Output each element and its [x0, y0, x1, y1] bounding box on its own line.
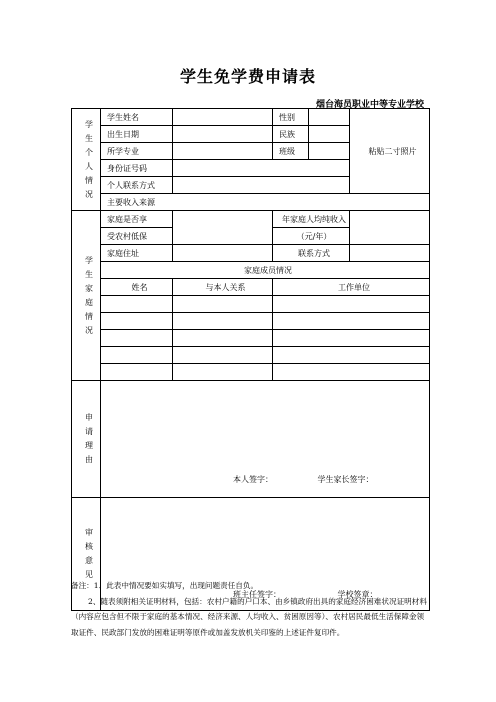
section-family-label: 学 生 家 庭 情 况 [72, 211, 101, 381]
avg-income-label: 年家庭人均纯收入 [273, 211, 350, 228]
member-relation-cell[interactable] [173, 364, 273, 381]
note-line-1: 备注：1、此表中情况要如实填写，出现问题责任自负。 [71, 581, 259, 590]
member-work-cell[interactable] [273, 313, 430, 330]
birth-date-label: 出生日期 [101, 126, 173, 143]
family-member-row [72, 364, 430, 381]
ethnicity-field[interactable] [309, 126, 350, 143]
section-review-label: 审 核 意 见 [72, 498, 101, 611]
member-name-cell[interactable] [101, 364, 173, 381]
notes-section [71, 578, 429, 640]
member-name-cell[interactable] [101, 296, 173, 313]
family-member-row [72, 313, 430, 330]
page-title: 学生免学费申请表 [179, 67, 316, 86]
member-work-cell[interactable] [273, 364, 430, 381]
address-field[interactable] [173, 245, 273, 262]
note-line-2: 2、随表须附相关证明材料，包括：农村户籍的户口本、由乡镇政府出具的家庭经济困难状况证明材料（内容应包含但不限于家庭的基本情况、经济来源、人均收入、贫困原因等）、农村居民最低生活保障金领取证件、民政部门发放的困难证明等原件或加盖发放机关印鉴的上述证件复印件。 [71, 596, 427, 637]
birth-date-field[interactable] [173, 126, 273, 143]
major-field[interactable] [173, 143, 273, 160]
rural-subsidy-label-2: 受农村低保 [101, 228, 173, 245]
income-source-label: 主要收入来源 [101, 194, 430, 211]
parent-sign-label: 学生家长签字： [317, 475, 374, 484]
family-phone-label: 联系方式 [273, 245, 350, 262]
section-student-label: 学 生 个 人 情 况 [72, 109, 101, 211]
student-name-label: 学生姓名 [101, 109, 173, 126]
school-seal-label: 学校签章： [337, 590, 378, 599]
col-work-header: 工作单位 [273, 279, 430, 296]
rural-subsidy-label-1: 家庭是否享 [101, 211, 173, 228]
photo-area[interactable]: 粘贴二寸照片 [350, 109, 430, 194]
rural-subsidy-field[interactable] [173, 211, 273, 245]
student-name-field[interactable] [173, 109, 273, 126]
member-relation-cell[interactable] [173, 347, 273, 364]
member-name-cell[interactable] [101, 313, 173, 330]
member-work-cell[interactable] [273, 330, 430, 347]
self-sign-label: 本人签字： [233, 475, 273, 484]
member-relation-cell[interactable] [173, 296, 273, 313]
family-member-row [72, 296, 430, 313]
contact-field[interactable] [173, 177, 350, 194]
avg-income-unit: （元/年） [273, 228, 350, 245]
member-work-cell[interactable] [273, 347, 430, 364]
member-relation-cell[interactable] [173, 313, 273, 330]
member-work-cell[interactable] [273, 296, 430, 313]
reason-field[interactable] [101, 381, 430, 498]
member-relation-cell[interactable] [173, 330, 273, 347]
avg-income-field[interactable] [350, 211, 430, 245]
family-phone-field[interactable] [350, 245, 430, 262]
col-name-header: 姓名 [101, 279, 173, 296]
school-name: 烟台海员职业中等专业学校 [315, 100, 424, 110]
gender-label: 性别 [273, 109, 309, 126]
application-form-table [71, 108, 430, 611]
family-members-header: 家庭成员情况 [101, 262, 430, 279]
gender-field[interactable] [309, 109, 350, 126]
family-member-row [72, 330, 430, 347]
col-relation-header: 与本人关系 [173, 279, 273, 296]
family-member-row [72, 347, 430, 364]
ethnicity-label: 民族 [273, 126, 309, 143]
class-field[interactable] [309, 143, 350, 160]
section-reason-label: 申 请 理 由 [72, 381, 101, 498]
teacher-sign-label: 班主任签字： [233, 590, 281, 599]
id-number-label: 身份证号码 [101, 160, 173, 177]
contact-label: 个人联系方式 [101, 177, 173, 194]
id-number-field[interactable] [173, 160, 350, 177]
major-label: 所学专业 [101, 143, 173, 160]
class-label: 班级 [273, 143, 309, 160]
address-label: 家庭住址 [101, 245, 173, 262]
member-name-cell[interactable] [101, 330, 173, 347]
member-name-cell[interactable] [101, 347, 173, 364]
